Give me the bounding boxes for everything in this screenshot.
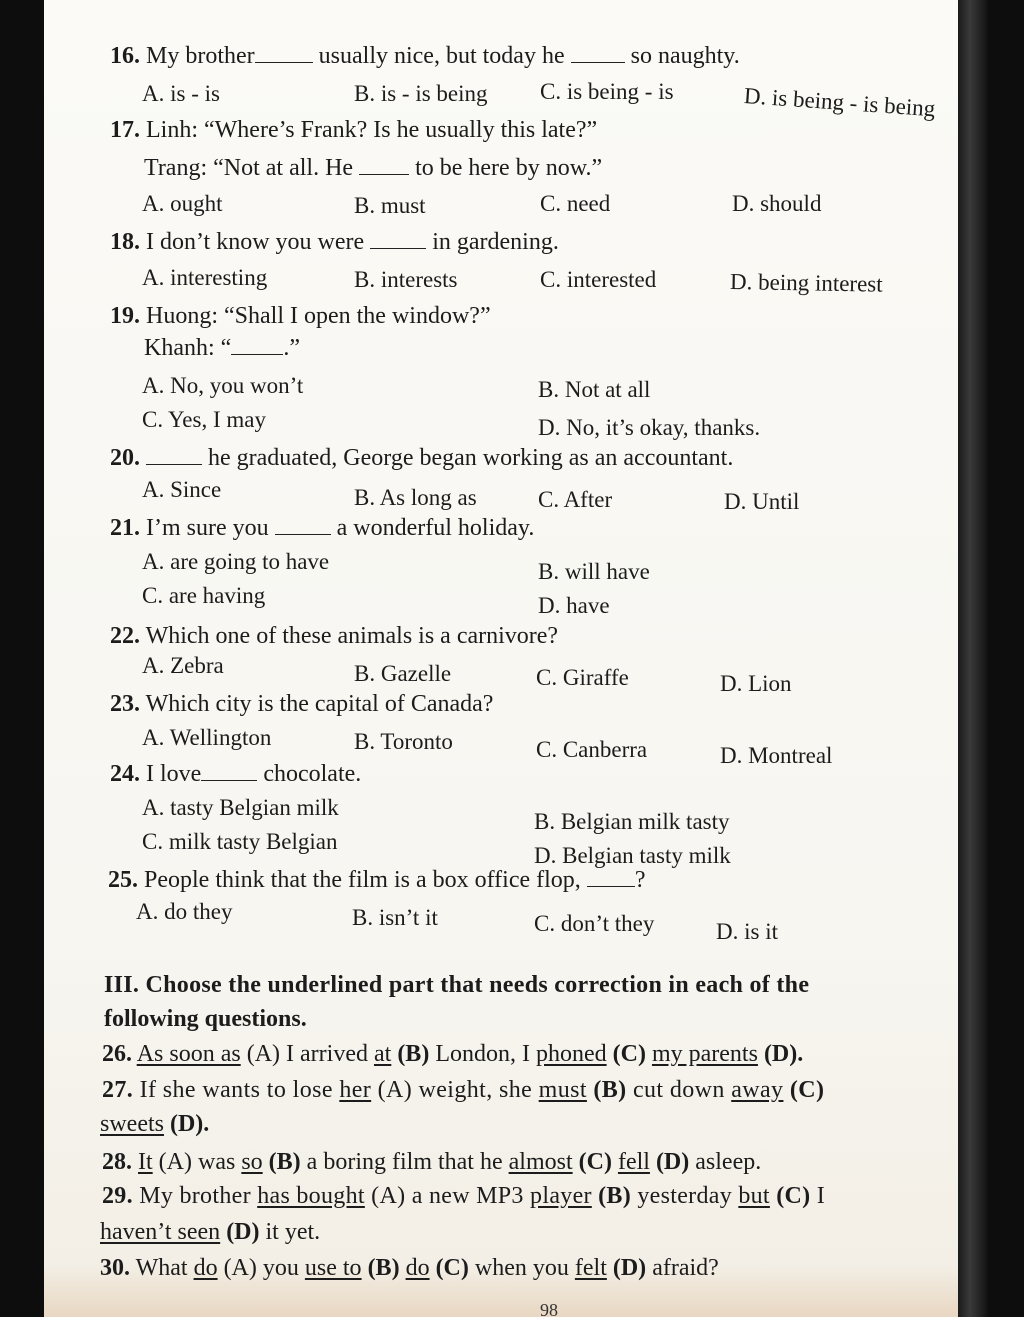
section-heading: III. Choose the underlined part that needs correction in each of the	[104, 972, 810, 998]
underlined-part-c: but	[738, 1183, 770, 1209]
question-17-line2: Trang: “Not at all. He to be here by now.”	[144, 155, 603, 181]
question-20: 20. he graduated, George began working as an accountant.	[110, 445, 734, 471]
option-c: C. Yes, I may	[142, 407, 266, 432]
question-18: 18. I don’t know you were in gardening.	[110, 229, 559, 255]
underlined-part-b: player	[530, 1183, 592, 1209]
answer-blank	[370, 228, 426, 249]
answer-blank	[571, 42, 625, 63]
answer-blank	[231, 334, 283, 355]
option-b: B. Belgian milk tasty	[534, 809, 730, 834]
option-d: D. Lion	[720, 671, 792, 696]
option-b: B. As long as	[354, 485, 477, 510]
answer-blank	[587, 866, 635, 887]
underlined-part-b: use to	[304, 1255, 362, 1281]
question-23: 23. Which city is the capital of Canada?	[110, 691, 494, 717]
option-d: D. should	[732, 191, 822, 216]
option-a: A. tasty Belgian milk	[142, 795, 339, 820]
option-a: A. Zebra	[142, 653, 224, 678]
option-c: C. After	[538, 487, 613, 512]
option-d: D. Belgian tasty milk	[534, 843, 731, 868]
question-30: 30. What do (A) you use to (B) do (C) when you felt (D) afraid?	[100, 1255, 719, 1281]
option-c: C. need	[540, 191, 611, 216]
option-b: B. will have	[538, 559, 650, 584]
question-28: 28. It (A) was so (B) a boring film that he almost (C) fell (D) asleep.	[102, 1149, 762, 1175]
option-b: B. interests	[354, 267, 458, 292]
question-21: 21. I’m sure you a wonderful holiday.	[110, 515, 535, 541]
question-19: 19. Huong: “Shall I open the window?”	[110, 303, 491, 329]
book-spine-shadow	[958, 0, 988, 1317]
option-c: C. Giraffe	[536, 665, 629, 690]
option-c: C. milk tasty Belgian	[142, 829, 338, 854]
option-c: C. Canberra	[536, 737, 648, 762]
option-d: D. Until	[724, 489, 800, 514]
option-c: C. don’t they	[534, 911, 655, 936]
option-d: D. being interest	[729, 269, 883, 297]
underlined-part-d: sweets	[100, 1111, 164, 1137]
answer-blank	[201, 760, 257, 781]
question-27-line2: sweets (D).	[100, 1111, 210, 1137]
answer-blank	[275, 514, 331, 535]
question-number: 16.	[110, 43, 140, 69]
option-a: A. No, you won’t	[142, 373, 304, 398]
page-number: 98	[540, 1300, 558, 1317]
question-27: 27. If she wants to lose her (A) weight, she must (B) cut down away (C)	[102, 1077, 825, 1103]
question-16: 16. My brother usually nice, but today he so naughty.	[110, 43, 740, 69]
option-d: D. have	[538, 593, 610, 618]
section-heading-line2: following questions.	[104, 1006, 307, 1032]
answer-blank	[255, 42, 313, 63]
option-b: B. must	[354, 193, 426, 218]
question-29: 29. My brother has bought (A) a new MP3 player (B) yesterday but (C) I	[102, 1183, 826, 1209]
option-b: B. Toronto	[354, 729, 453, 754]
underlined-part-a: It	[138, 1149, 153, 1175]
underlined-part-b: at	[373, 1041, 392, 1067]
underlined-part-c: almost	[508, 1149, 573, 1175]
option-d: D. No, it’s okay, thanks.	[538, 415, 761, 440]
option-a: A. is - is	[142, 81, 220, 106]
option-c: C. is being - is	[540, 79, 674, 104]
question-19-line2: Khanh: “ .”	[144, 335, 300, 361]
answer-blank	[359, 154, 409, 175]
option-b: B. isn’t it	[352, 905, 438, 930]
question-25: 25. People think that the film is a box office flop, ?	[108, 867, 646, 893]
underlined-part-c: phoned	[535, 1041, 607, 1067]
question-29-line2: haven’t seen (D) it yet.	[100, 1219, 321, 1245]
underlined-part-a: her	[339, 1077, 372, 1103]
underlined-part-c: away	[731, 1077, 784, 1103]
underlined-part-a: As soon as	[136, 1041, 241, 1067]
option-d: D. Montreal	[720, 743, 833, 768]
answer-blank	[146, 444, 202, 465]
question-26: 26. As soon as (A) I arrived at (B) London, I phoned (C) my parents (D).	[102, 1041, 804, 1067]
underlined-part-d: fell	[617, 1149, 650, 1175]
option-c: C. interested	[540, 267, 657, 292]
option-a: A. interesting	[142, 265, 268, 290]
option-c: C. are having	[142, 583, 266, 608]
option-a: A. are going to have	[142, 549, 330, 574]
option-b: B. is - is being	[354, 81, 488, 106]
option-a: A. Since	[142, 477, 222, 502]
option-a: A. do they	[136, 899, 233, 924]
option-a: A. ought	[142, 191, 223, 216]
underlined-part-b: must	[538, 1077, 587, 1103]
option-d: D. is it	[716, 919, 778, 944]
underlined-part-a: has bought	[257, 1183, 365, 1209]
worksheet-page	[44, 0, 980, 1317]
underlined-part-d: haven’t seen	[100, 1219, 221, 1245]
underlined-part-d: my parents	[651, 1041, 758, 1067]
underlined-part-b: so	[241, 1149, 263, 1175]
question-22: 22. Which one of these animals is a carnivore?	[110, 623, 559, 649]
underlined-part-d: felt	[574, 1255, 607, 1281]
option-d: D. is being - is being	[743, 83, 937, 122]
option-a: A. Wellington	[142, 725, 272, 750]
question-24: 24. I love chocolate.	[110, 761, 362, 787]
underlined-part-a: do	[193, 1255, 218, 1281]
option-b: B. Gazelle	[354, 661, 452, 686]
question-17: 17. Linh: “Where’s Frank? Is he usually this late?”	[110, 117, 598, 143]
option-b: B. Not at all	[538, 377, 651, 402]
underlined-part-c: do	[405, 1255, 430, 1281]
